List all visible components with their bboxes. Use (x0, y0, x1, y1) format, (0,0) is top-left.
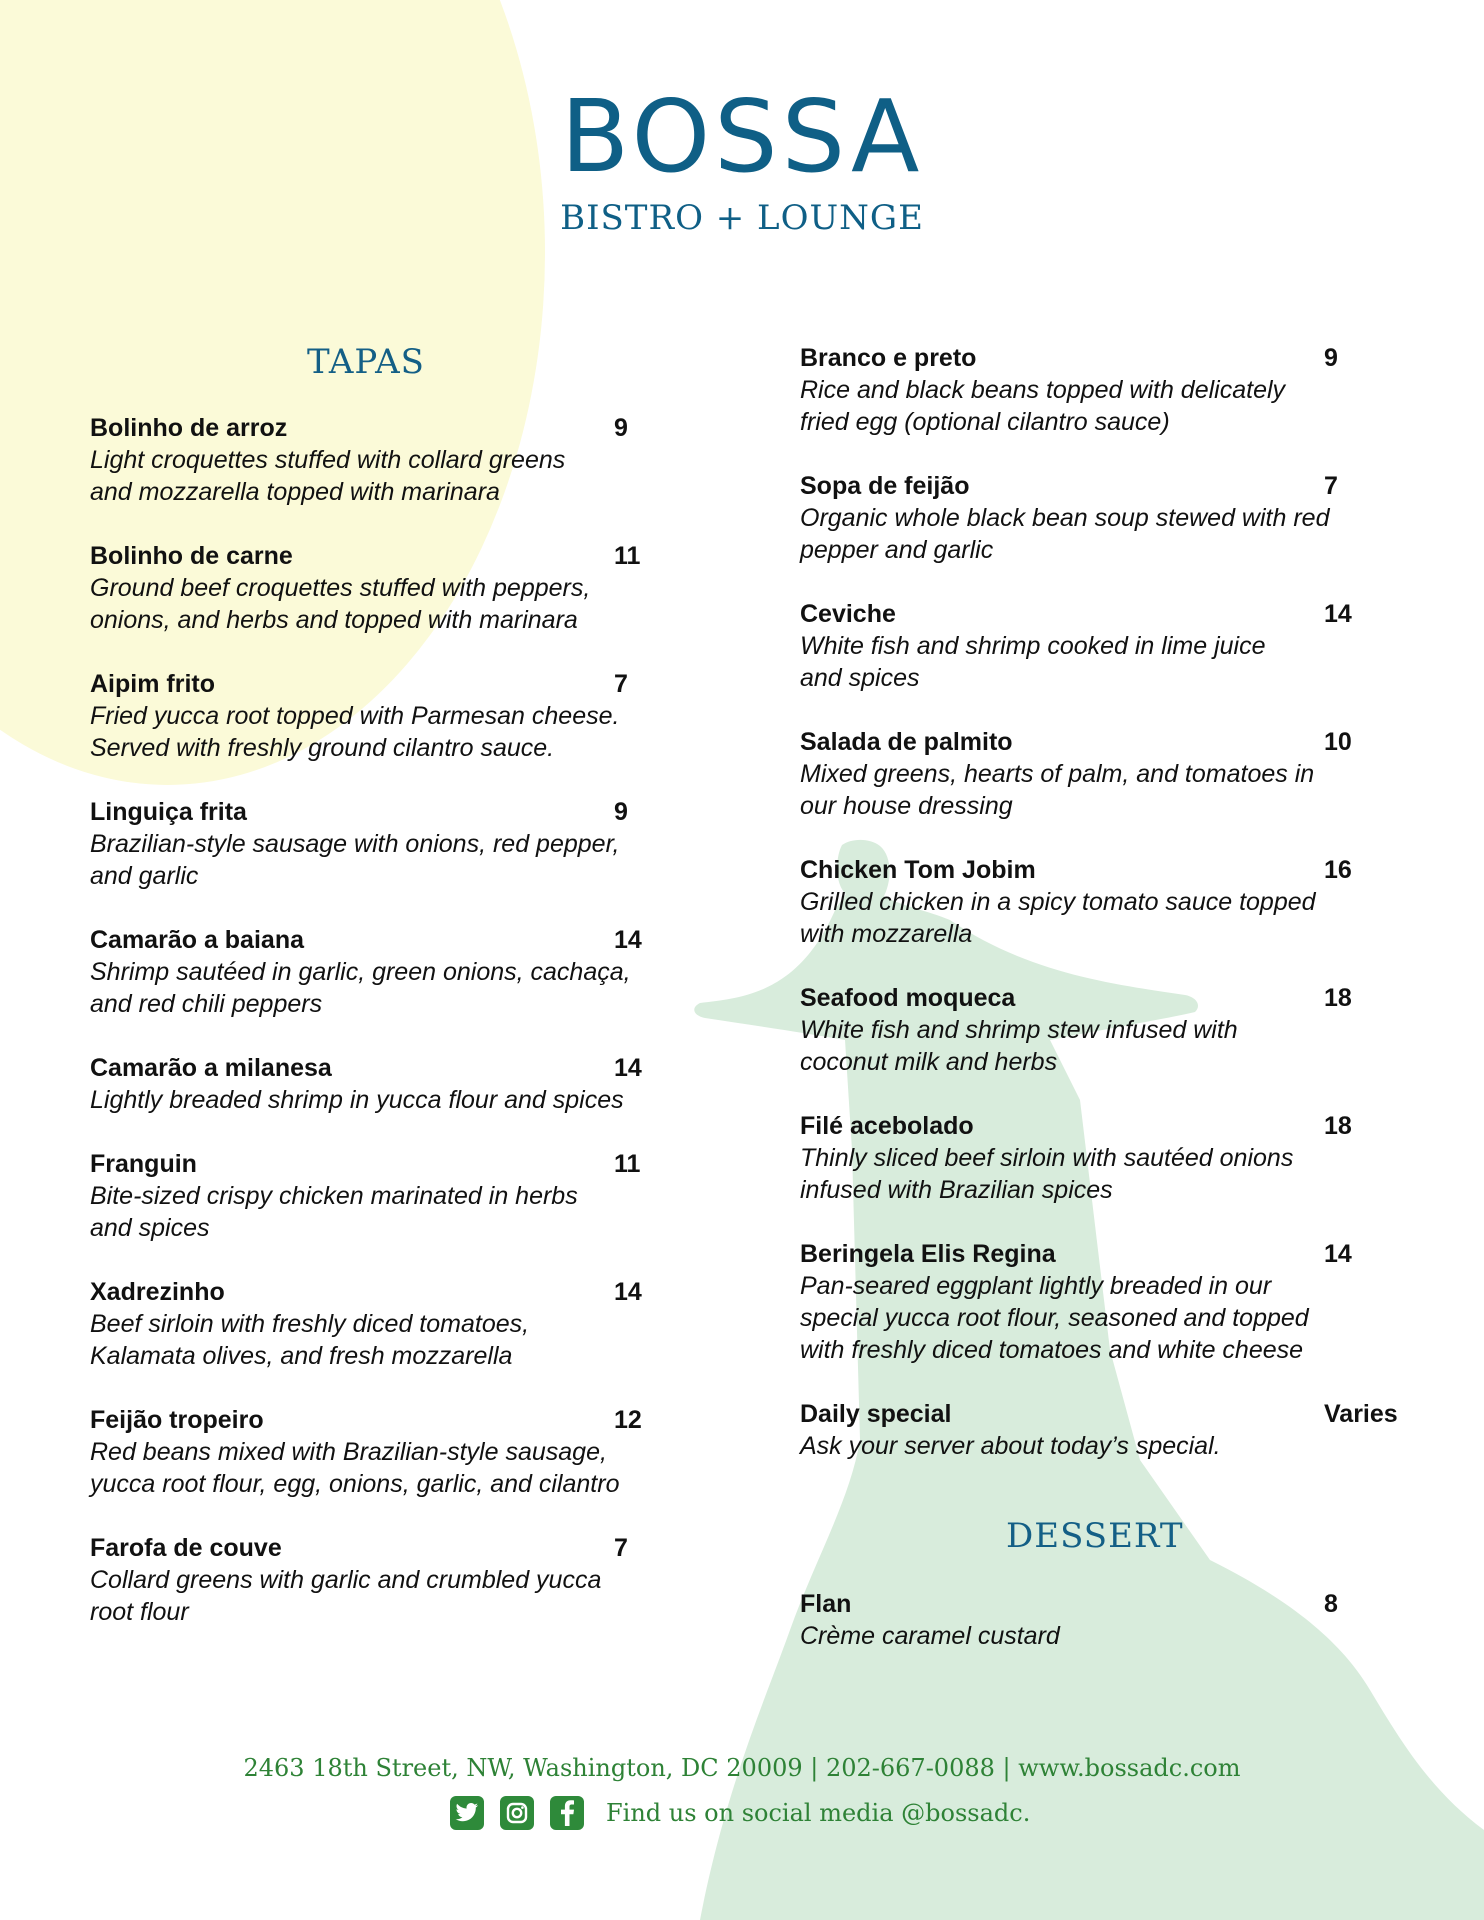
menu-item-description: onions, and herbs and topped with marinara (90, 606, 578, 634)
menu-item-description: Served with freshly ground cilantro sauce. (90, 734, 555, 762)
menu-item-price: 7 (1324, 472, 1338, 500)
menu-item-name: Camarão a milanesa (90, 1054, 332, 1082)
menu-item-name: Daily special (800, 1400, 952, 1428)
menu-item-name: Flan (800, 1590, 852, 1618)
menu-item-description: and spices (800, 664, 920, 692)
menu-item-name: Aipim frito (90, 670, 215, 698)
menu-item-description: coconut milk and herbs (800, 1048, 1058, 1076)
footer-address: 2463 18th Street, NW, Washington, DC 20009 | 202-667-0088 | www.bossadc.com (243, 1754, 1241, 1782)
menu-item-name: Ceviche (800, 600, 896, 628)
instagram-icon[interactable] (500, 1796, 534, 1830)
menu-item-description: White fish and shrimp cooked in lime juice (800, 632, 1266, 660)
menu-item-name: Chicken Tom Jobim (800, 856, 1036, 884)
dessert-column (800, 1588, 1400, 1652)
menu-item (90, 412, 650, 508)
footer-social-text: Find us on social media @bossadc. (606, 1799, 1031, 1827)
tapas-heading: TAPAS (307, 342, 425, 382)
menu-item (90, 540, 650, 636)
menu-item-price: 10 (1324, 728, 1352, 756)
mains-column (800, 342, 1400, 1462)
menu-item-description: Mixed greens, hearts of palm, and tomatoes in (800, 760, 1315, 788)
menu-item-description: Ground beef croquettes stuffed with peppers, (90, 574, 591, 602)
menu-item-description: pepper and garlic (800, 536, 994, 564)
menu-item (800, 1398, 1400, 1462)
menu-item (800, 598, 1400, 694)
brand-title: BOSSA (560, 78, 924, 195)
menu-item-price: 7 (614, 670, 628, 698)
menu-item-description: White fish and shrimp stew infused with (800, 1016, 1238, 1044)
menu-item-description: Organic whole black bean soup stewed with red (800, 504, 1330, 532)
menu-item (800, 854, 1400, 950)
menu-item-name: Bolinho de carne (90, 542, 293, 570)
menu-item-price: 8 (1324, 1590, 1338, 1618)
menu-item-description: our house dressing (800, 792, 1013, 820)
menu-item-description: fried egg (optional cilantro sauce) (800, 408, 1170, 436)
menu-item-description: Beef sirloin with freshly diced tomatoes, (90, 1310, 530, 1338)
menu-item-price: Varies (1324, 1400, 1398, 1428)
menu-item-price: 9 (614, 798, 628, 826)
facebook-icon[interactable] (550, 1796, 584, 1830)
menu-item-name: Linguiça frita (90, 798, 247, 826)
menu-item-name: Seafood moqueca (800, 984, 1016, 1012)
menu-item-description: Fried yucca root topped with Parmesan cheese. (90, 702, 620, 730)
menu-item (90, 1404, 650, 1500)
menu-item-name: Franguin (90, 1150, 197, 1178)
twitter-icon[interactable] (450, 1796, 484, 1830)
menu-item-name: Camarão a baiana (90, 926, 304, 954)
menu-item (90, 1276, 650, 1372)
menu-item-name: Bolinho de arroz (90, 414, 288, 442)
menu-item-description: special yucca root flour, seasoned and topped (800, 1304, 1309, 1332)
menu-item-description: Shrimp sautéed in garlic, green onions, cachaça, (90, 958, 631, 986)
menu-item-description: Red beans mixed with Brazilian-style sausage, (90, 1438, 607, 1466)
menu-item-name: Sopa de feijão (800, 472, 970, 500)
menu-item (800, 470, 1400, 566)
menu-item (800, 726, 1400, 822)
menu-item-description: and mozzarella topped with marinara (90, 478, 500, 506)
menu-item-price: 9 (614, 414, 628, 442)
menu-item-description: with mozzarella (800, 920, 973, 948)
menu-item-price: 7 (614, 1534, 628, 1562)
menu-item-description: Pan-seared eggplant lightly breaded in our (800, 1272, 1272, 1300)
menu-item-name: Feijão tropeiro (90, 1406, 264, 1434)
menu-item-price: 14 (1324, 1240, 1352, 1268)
menu-item-name: Xadrezinho (90, 1278, 225, 1306)
menu-item-description: and garlic (90, 862, 199, 890)
menu-item (90, 924, 650, 1020)
menu-item (800, 342, 1400, 438)
menu-item-description: Brazilian-style sausage with onions, red pepper, (90, 830, 620, 858)
menu-item-price: 12 (614, 1406, 642, 1434)
menu-item (90, 1532, 650, 1628)
menu-item (800, 1238, 1400, 1366)
menu-item-description: with freshly diced tomatoes and white cheese (800, 1336, 1304, 1364)
menu-item (800, 1588, 1400, 1652)
menu-item-price: 14 (614, 1278, 642, 1306)
menu-item-description: infused with Brazilian spices (800, 1176, 1113, 1204)
tapas-column (90, 412, 650, 1628)
menu-item-name: Branco e preto (800, 344, 977, 372)
menu-item (90, 1052, 650, 1116)
menu-item-price: 14 (614, 1054, 642, 1082)
menu-item-description: Ask your server about today’s special. (800, 1432, 1221, 1460)
menu-item-name: Beringela Elis Regina (800, 1240, 1056, 1268)
brand-subtitle: BISTRO + LOUNGE (560, 198, 924, 238)
menu-item-price: 9 (1324, 344, 1338, 372)
footer-social (450, 1793, 1030, 1833)
menu-item-description: Thinly sliced beef sirloin with sautéed onions (800, 1144, 1294, 1172)
menu-item-description: root flour (90, 1598, 189, 1626)
menu-item-price: 14 (614, 926, 642, 954)
menu-item-name: Salada de palmito (800, 728, 1013, 756)
menu-item-description: Grilled chicken in a spicy tomato sauce topped (800, 888, 1316, 916)
menu-item-price: 18 (1324, 984, 1352, 1012)
menu-item-description: and red chili peppers (90, 990, 323, 1018)
menu-item-price: 11 (614, 542, 641, 570)
menu-item-description: yucca root flour, egg, onions, garlic, and cilantro (90, 1470, 620, 1498)
menu-item-description: Kalamata olives, and fresh mozzarella (90, 1342, 513, 1370)
menu-item-price: 16 (1324, 856, 1352, 884)
menu-item (90, 1148, 650, 1244)
menu-item-description: Bite-sized crispy chicken marinated in herbs (90, 1182, 578, 1210)
dessert-heading: DESSERT (1006, 1516, 1184, 1556)
menu-item-description: Rice and black beans topped with delicately (800, 376, 1286, 404)
menu-item-name: Filé acebolado (800, 1112, 974, 1140)
menu-item-price: 18 (1324, 1112, 1352, 1140)
menu-item (90, 796, 650, 892)
menu-item-price: 11 (614, 1150, 641, 1178)
menu-item-name: Farofa de couve (90, 1534, 282, 1562)
menu-item-price: 14 (1324, 600, 1352, 628)
menu-item-description: Collard greens with garlic and crumbled yucca (90, 1566, 602, 1594)
menu-item (800, 1110, 1400, 1206)
menu-item-description: and spices (90, 1214, 210, 1242)
menu-item-description: Crème caramel custard (800, 1622, 1060, 1650)
menu-item (90, 668, 650, 764)
menu-item-description: Light croquettes stuffed with collard greens (90, 446, 566, 474)
menu-item-description: Lightly breaded shrimp in yucca flour and spices (90, 1086, 624, 1114)
menu-item (800, 982, 1400, 1078)
